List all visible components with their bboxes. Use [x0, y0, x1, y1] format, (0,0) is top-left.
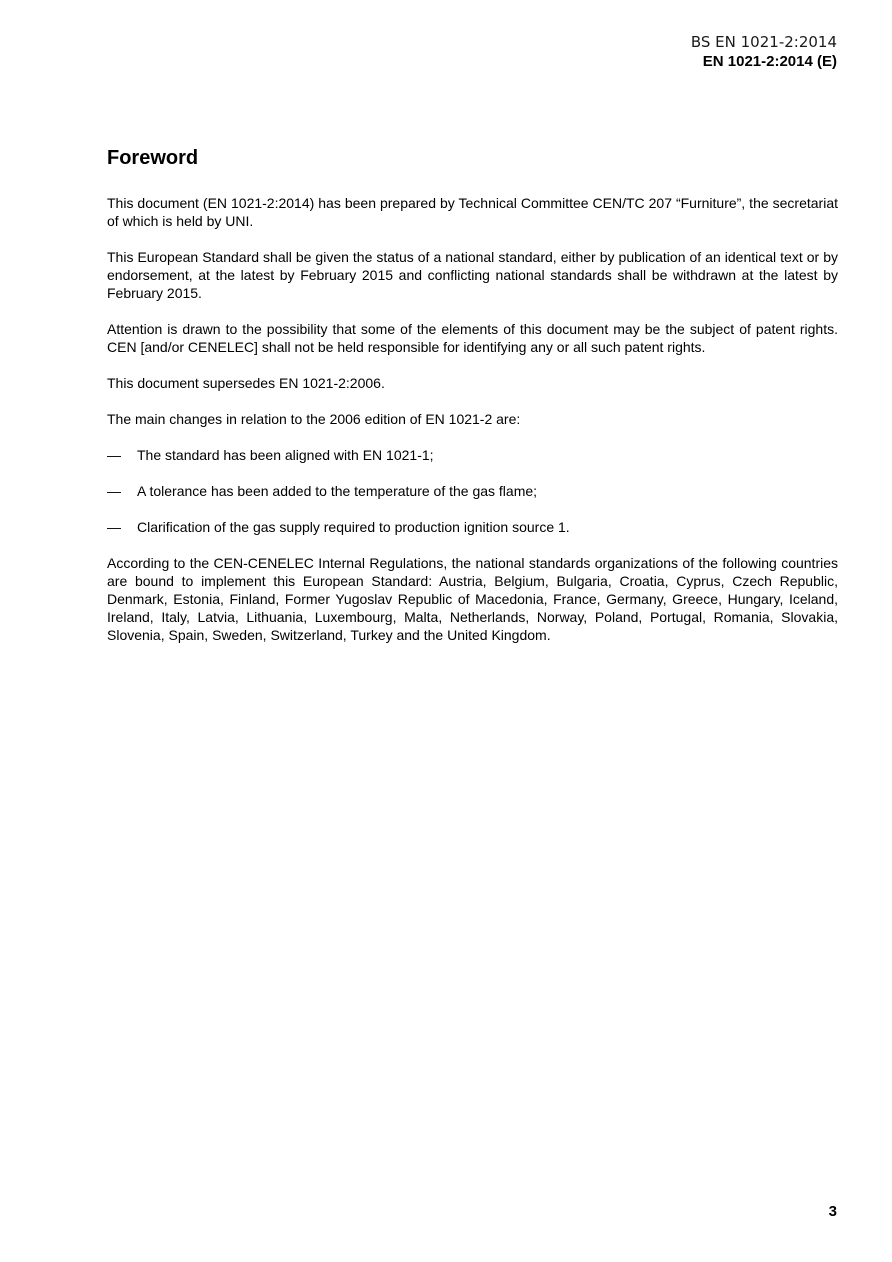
- dash-marker: —: [107, 483, 121, 499]
- list-item: [107, 446, 838, 464]
- page-number: 3: [828, 1203, 837, 1220]
- list-item-text: A tolerance has been added to the temperature of the gas flame;: [137, 483, 538, 499]
- paragraph-supersedes: This document supersedes EN 1021-2:2006.: [107, 375, 385, 391]
- paragraph-implementing-countries: According to the CEN-CENELEC Internal Regulations, the national standards organizations of the following countries are bound to implement this European Standard: Austria, Belgium, Bulgaria, Croatia, Cyprus, Czech Republic, Denmark, Estonia, Finland, Former Yugoslav Republic of Macedonia, France, Germany, Greece, Hungary, Iceland, Ireland, Italy, Latvia, Lithuania, Luxembourg, Malta, Netherlands, Norway, Poland, Portugal, Romania, Slovakia, Slovenia, Spain, Sweden, Switzerland, Turkey and the United Kingdom.: [107, 555, 838, 643]
- dash-marker: —: [107, 447, 121, 463]
- page-header: [691, 32, 837, 71]
- header-en-reference: EN 1021-2:2014 (E): [702, 53, 837, 70]
- list-item-text: Clarification of the gas supply required to production ignition source 1.: [137, 519, 570, 535]
- paragraph-national-status: This European Standard shall be given the status of a national standard, either by publication of an identical text or by endorsement, at the latest by February 2015 and conflicting national standards shall be withdrawn at the latest by February 2015.: [107, 249, 838, 301]
- paragraph-patent-rights: Attention is drawn to the possibility that some of the elements of this document may be the subject of patent rights. CEN [and/or CENELEC] shall not be held responsible for identifying any or all such patent rights.: [107, 321, 838, 355]
- paragraph-changes-intro: The main changes in relation to the 2006 edition of EN 1021-2 are:: [107, 411, 521, 427]
- paragraph-preparation: This document (EN 1021-2:2014) has been prepared by Technical Committee CEN/TC 207 “Furniture”, the secretariat of which is held by UNI.: [107, 195, 838, 229]
- list-item-text: The standard has been aligned with EN 1021-1;: [137, 447, 434, 463]
- header-bs-reference: BS EN 1021-2:2014: [690, 33, 837, 51]
- section-title: Foreword: [107, 147, 199, 169]
- document-body: [107, 144, 838, 662]
- list-item: [107, 518, 838, 536]
- changes-list: [107, 446, 838, 536]
- list-item: [107, 482, 838, 500]
- dash-marker: —: [107, 519, 121, 535]
